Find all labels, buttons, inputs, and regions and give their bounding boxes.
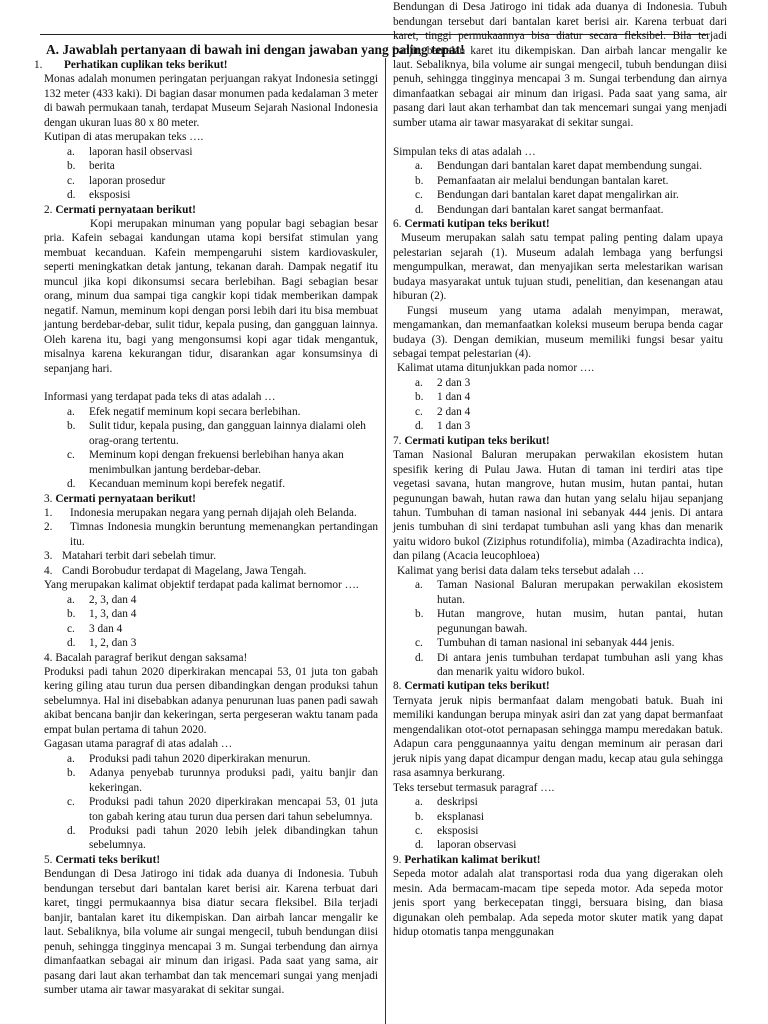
option[interactable]: a. Bendungan dari bantalan karet dapat membendung sungai. bbox=[415, 160, 703, 173]
question-2-number: 2. bbox=[44, 203, 53, 216]
question-8-number: 8. bbox=[393, 680, 402, 693]
column-divider bbox=[385, 58, 386, 1024]
question-1-number: 1. bbox=[34, 59, 43, 71]
question-1-header bbox=[34, 58, 378, 72]
question-2-prompt: Informasi yang terdapat pada teks di atas adalah … bbox=[44, 391, 276, 404]
question-4-title: Bacalah paragraf berikut dengan saksama! bbox=[55, 651, 248, 664]
left-column bbox=[34, 58, 378, 996]
spacer bbox=[44, 376, 378, 390]
option[interactable]: a. 2, 3, dan 4 bbox=[67, 593, 137, 606]
option[interactable]: a. laporan hasil observasi bbox=[67, 145, 193, 158]
question-5-title: Cermati teks berikut! bbox=[55, 853, 161, 866]
statement: 1. Indonesia merupakan negara yang pernah dijajah oleh Belanda. bbox=[44, 507, 357, 520]
option[interactable]: c. Tumbuhan di taman nasional ini sebanyak 444 jenis. bbox=[415, 637, 675, 650]
question-8-title: Cermati kutipan teks berikut! bbox=[404, 680, 550, 693]
option[interactable]: b. Sulit tidur, kepala pusing, dan gangguan lainnya dialami oleh orag-orang tertentu. bbox=[67, 420, 366, 447]
question-1-prompt: Kutipan di atas merupakan teks …. bbox=[44, 131, 204, 144]
question-7-title: Cermati kutipan teks berikut! bbox=[404, 434, 550, 447]
question-2-header bbox=[44, 203, 378, 217]
section-heading: A. Jawablah pertanyaan di bawah ini dengan jawaban yang paling tepat! bbox=[46, 42, 465, 57]
option[interactable]: a. Produksi padi tahun 2020 diperkirakan menurun. bbox=[67, 752, 311, 765]
question-9-header bbox=[393, 853, 723, 867]
question-3-options bbox=[44, 593, 378, 651]
question-2 bbox=[44, 203, 378, 492]
option[interactable]: d. Di antara jenis tumbuhan terdapat tumbuhan asli yang khas dan menarik yaitu widoro bukol. bbox=[415, 651, 723, 678]
question-4-passage: Produksi padi tahun 2020 diperkirakan mencapai 53, 01 juta ton gabah kering giling atau turun dua persen dibandingkan dengan produksi tahun sebelumnya. Hal ini disebabkan adanya penurunan luas panen padi sawah akibat bencana banjir dan kekeringan, serta pergeseran waktu tanam pada empat bulan pertama di tahun 2020. bbox=[44, 666, 378, 736]
option[interactable]: d. 1, 2, dan 3 bbox=[67, 637, 137, 650]
option[interactable]: c. Bendungan dari bantalan karet dapat mengalirkan air. bbox=[415, 189, 679, 202]
question-7-number: 7. bbox=[393, 434, 402, 447]
right-column bbox=[393, 1, 727, 940]
option[interactable]: d. eksposisi bbox=[67, 189, 131, 202]
statement: 4. Candi Borobudur terdapat di Magelang, Jawa Tengah. bbox=[44, 564, 307, 577]
question-7 bbox=[393, 434, 723, 680]
option[interactable]: b. eksplanasi bbox=[415, 810, 485, 823]
question-8 bbox=[393, 679, 723, 852]
question-8-options bbox=[393, 795, 723, 853]
option[interactable]: b. berita bbox=[67, 160, 115, 173]
question-8-header bbox=[393, 679, 723, 693]
question-5-continued bbox=[393, 1, 727, 145]
question-6-passage-2: Fungsi museum yang utama adalah menyimpan, merawat, mengamankan, dan memanfaatkan koleksi museum berupa benda cagar budaya (3). Dengan demikian, museum memiliki fungsi besar yaitu sebagai tempat pelestarian (4). bbox=[393, 304, 723, 361]
question-4 bbox=[44, 651, 378, 853]
question-6-number: 6. bbox=[393, 217, 402, 230]
question-5-passage: Bendungan di Desa Jatirogo ini tidak ada duanya di Indonesia. Tubuh bendungan tersebut dari bantalan karet berisi air. Karena terbuat dari karet, tinggi permukaannya bisa diatur secara fleksibel. Bila terjadi banjir, bantalan karet itu dikempiskan. Dan airbah lancar mengalir ke laut. Sebaliknya, bila volume air sungai mengecil, tubuh bendungan diisi penuh, sehingga tingginya mencapai 3 m. Sungai terbendung dan airnya dimanfaatkan sebagai air minum dan irigasi. Pada saat yang sama, air pasang dari laut akan terhambat dan tak mencemari sungai yang menjadi sumber utama air tawar masyarakat di sekitar sungai. bbox=[44, 868, 378, 996]
question-3-header bbox=[44, 492, 378, 506]
option[interactable]: d. Bendungan dari bantalan karet sangat bermanfaat. bbox=[415, 203, 664, 216]
option[interactable]: c. Meminum kopi dengan frekuensi berlebihan hanya akan menimbulkan jantung berdebar-debar. bbox=[67, 449, 344, 476]
statement: 2. Timnas Indonesia mungkin beruntung memenangkan pertandingan itu. bbox=[44, 521, 378, 548]
question-3 bbox=[44, 492, 378, 651]
option[interactable]: d. 1 dan 3 bbox=[415, 420, 471, 433]
option[interactable]: b. Pemanfaatan air melalui bendungan bantalan karet. bbox=[415, 174, 669, 187]
question-5-header bbox=[44, 853, 378, 867]
question-9-number: 9. bbox=[393, 853, 402, 866]
option[interactable]: a. Taman Nasional Baluran merupakan perwakilan ekosistem hutan. bbox=[415, 579, 723, 606]
question-1-options bbox=[44, 145, 378, 203]
question-6-options bbox=[393, 376, 723, 434]
question-5-number: 5. bbox=[44, 853, 53, 866]
question-8-passage: Ternyata jeruk nipis bermanfaat dalam mengobati batuk. Buah ini memiliki kandungan berupa minyak asiri dan zat yang dapat bermanfaat mengendalikan otot-otot pernapasan sehingga mampu meredakan batuk. Adapun cara penggunaannya yaitu dengan meminum air perasan dari jeruk nipis yang dapat dicampur dengan madu, kecap atau gula sehingga rasa asamnya berkurang. bbox=[393, 694, 723, 780]
question-8-prompt: Teks tersebut termasuk paragraf …. bbox=[393, 781, 555, 794]
question-9-title: Perhatikan kalimat berikut! bbox=[404, 853, 541, 866]
question-3-title: Cermati pernyataan berikut! bbox=[55, 492, 196, 505]
question-4-header bbox=[44, 651, 378, 665]
question-5-options bbox=[393, 159, 723, 217]
option[interactable]: a. Efek negatif meminum kopi secara berlebihan. bbox=[67, 405, 301, 418]
question-6 bbox=[393, 217, 723, 434]
question-1-passage: Monas adalah monumen peringatan perjuangan rakyat Indonesia setinggi 132 meter (433 kaki). Di bagian dasar monumen pada kedalaman 3 meter di bawah permukaan tanah, terdapat Museum Sejarah Nasional Indonesia dengan ukuran luas 80 x 80 meter. bbox=[44, 73, 378, 129]
statement: 3. Matahari terbit dari sebelah timur. bbox=[44, 550, 217, 563]
option[interactable]: c. Produksi padi tahun 2020 diperkirakan mencapai 53, 01 juta ton gabah kering atau turun dua persen dari tahun sebelumnya. bbox=[67, 796, 378, 823]
option[interactable]: a. deskripsi bbox=[415, 796, 478, 809]
question-3-prompt: Yang merupakan kalimat objektif terdapat pada kalimat bernomor …. bbox=[44, 579, 359, 592]
question-7-prompt: Kalimat yang berisi data dalam teks tersebut adalah … bbox=[397, 564, 645, 577]
question-5 bbox=[44, 853, 378, 996]
option[interactable]: d. Kecanduan meminum kopi berefek negatif. bbox=[67, 478, 286, 491]
question-6-passage-1: Museum merupakan salah satu tempat paling penting dalam upaya pelestarian sejarah (1). Museum adalah lembaga yang berfungsi mengumpulkan, merawat, dan menyajikan serta melestarikan warisan budaya masyarakat untuk tujuan studi, penelitian, dan kesenangan atau hiburan (2). bbox=[393, 232, 723, 303]
option[interactable]: c. 2 dan 4 bbox=[415, 405, 471, 418]
question-4-prompt: Gagasan utama paragraf di atas adalah … bbox=[44, 738, 233, 751]
question-2-title: Cermati pernyataan berikut! bbox=[55, 203, 196, 216]
question-1-title: Perhatikan cuplikan teks berikut! bbox=[64, 59, 228, 71]
option[interactable]: b. 1, 3, dan 4 bbox=[67, 608, 137, 621]
option[interactable]: b. Adanya penyebab turunnya produksi padi, yaitu banjir dan kekeringan. bbox=[67, 767, 378, 794]
option[interactable]: a. 2 dan 3 bbox=[415, 376, 471, 389]
question-9-passage: Sepeda motor adalah alat transportasi roda dua yang digerakan oleh mesin. Ada bermacam-macam tipe sepeda motor. Ada sepeda motor jenis sport yang berkecepatan tinggi, bersuara bising, dan biasa digunakan oleh pembalap. Ada sepeda motor skuter matik yang dapat hidup otomatis tanpa menggunakan bbox=[393, 868, 723, 939]
option[interactable]: d. Produksi padi tahun 2020 lebih jelek dibandingkan tahun sebelumnya. bbox=[67, 825, 378, 852]
question-7-header bbox=[393, 434, 723, 448]
option[interactable]: c. laporan prosedur bbox=[67, 174, 166, 187]
option[interactable]: c. eksposisi bbox=[415, 824, 479, 837]
option[interactable]: b. 1 dan 4 bbox=[415, 391, 471, 404]
question-5-passage-continued: Bendungan di Desa Jatirogo ini tidak ada duanya di Indonesia. Tubuh bendungan tersebut dari bantalan karet berisi air. Karena terbuat dari karet, tinggi permukaannya bisa diatur secara fleksibel. Bila terjadi banjir, bantalan karet itu dikempiskan. Dan airbah lancar mengalir ke laut. Sebaliknya, bila volume air sungai mengecil, tubuh bendungan diisi penuh, sehingga tingginya mencapai 3 m. Sungai terbendung dan airnya dimanfaatkan sebagai air minum dan irigasi. Pada saat yang sama, air pasang dari laut akan terhambat dan tak mencemari sungai yang menjadi sumber utama air tawar masyarakat di sekitar sungai. bbox=[393, 1, 727, 129]
question-2-passage: Kopi merupakan minuman yang popular bagi sebagian besar pria. Kafein sebagai kandungan utama kopi bersifat stimulan yang membuat kecanduan. Kafein mempengaruhi sistem kardiovaskuler, seperti meningkatkan detak jantung, tekanan darah. Dampak negatif itu muncul jika kopi dikonsumsi secara berlebihan. Bagi sebagian besar orang, minum dua sampai tiga cangkir kopi tidak memberikan dampak negatif. Namun, meminum kopi dengan porsi lebih dari itu bisa membuat jantung berdebar-debar, sulit tidur, kepala pusing, dan gangguan lainnya. Oleh karena itu, bagi yang mengonsumsi kopi agar tidak mengantuk, misalnya karena kekurangan tidur, disarankan agar konsumsinya di sepanjang hari. bbox=[44, 217, 378, 375]
question-7-passage: Taman Nasional Baluran merupakan perwakilan ekosistem hutan spesifik kering di Pulau Jawa. Hutan di taman ini terdiri atas tipe vegetasi savana, hutan mangrove, hutan musim, hutan pantai, hutan pegunungan bawah, hutan rawa dan hutan yang selalu hijau sepanjang tahun. Tumbuhan di taman nasional ini sebanyak 444 jenis. Di antara jenis tumbuhan di sini terdapat tumbuhan asli yang khas dan menarik yaitu widoro bukol (Ziziphus rotundifolia), mimba (Azadirachta indica), dan pilang (Acacia leucophloea) bbox=[393, 449, 723, 563]
question-5-prompt: Simpulan teks di atas adalah … bbox=[393, 145, 536, 158]
question-7-options bbox=[393, 578, 723, 679]
question-9 bbox=[393, 853, 723, 940]
question-4-options bbox=[44, 752, 378, 853]
option[interactable]: b. Hutan mangrove, hutan musim, hutan pantai, hutan pegunungan bawah. bbox=[415, 608, 723, 635]
option[interactable]: d. laporan observasi bbox=[415, 839, 517, 852]
question-6-header bbox=[393, 217, 723, 231]
question-2-options bbox=[44, 405, 378, 492]
option[interactable]: c. 3 dan 4 bbox=[67, 622, 123, 635]
question-6-prompt: Kalimat utama ditunjukkan pada nomor …. bbox=[397, 362, 595, 375]
question-6-title: Cermati kutipan teks berikut! bbox=[404, 217, 550, 230]
question-4-number: 4. bbox=[44, 651, 53, 664]
question-1 bbox=[34, 58, 378, 203]
question-3-number: 3. bbox=[44, 492, 53, 505]
